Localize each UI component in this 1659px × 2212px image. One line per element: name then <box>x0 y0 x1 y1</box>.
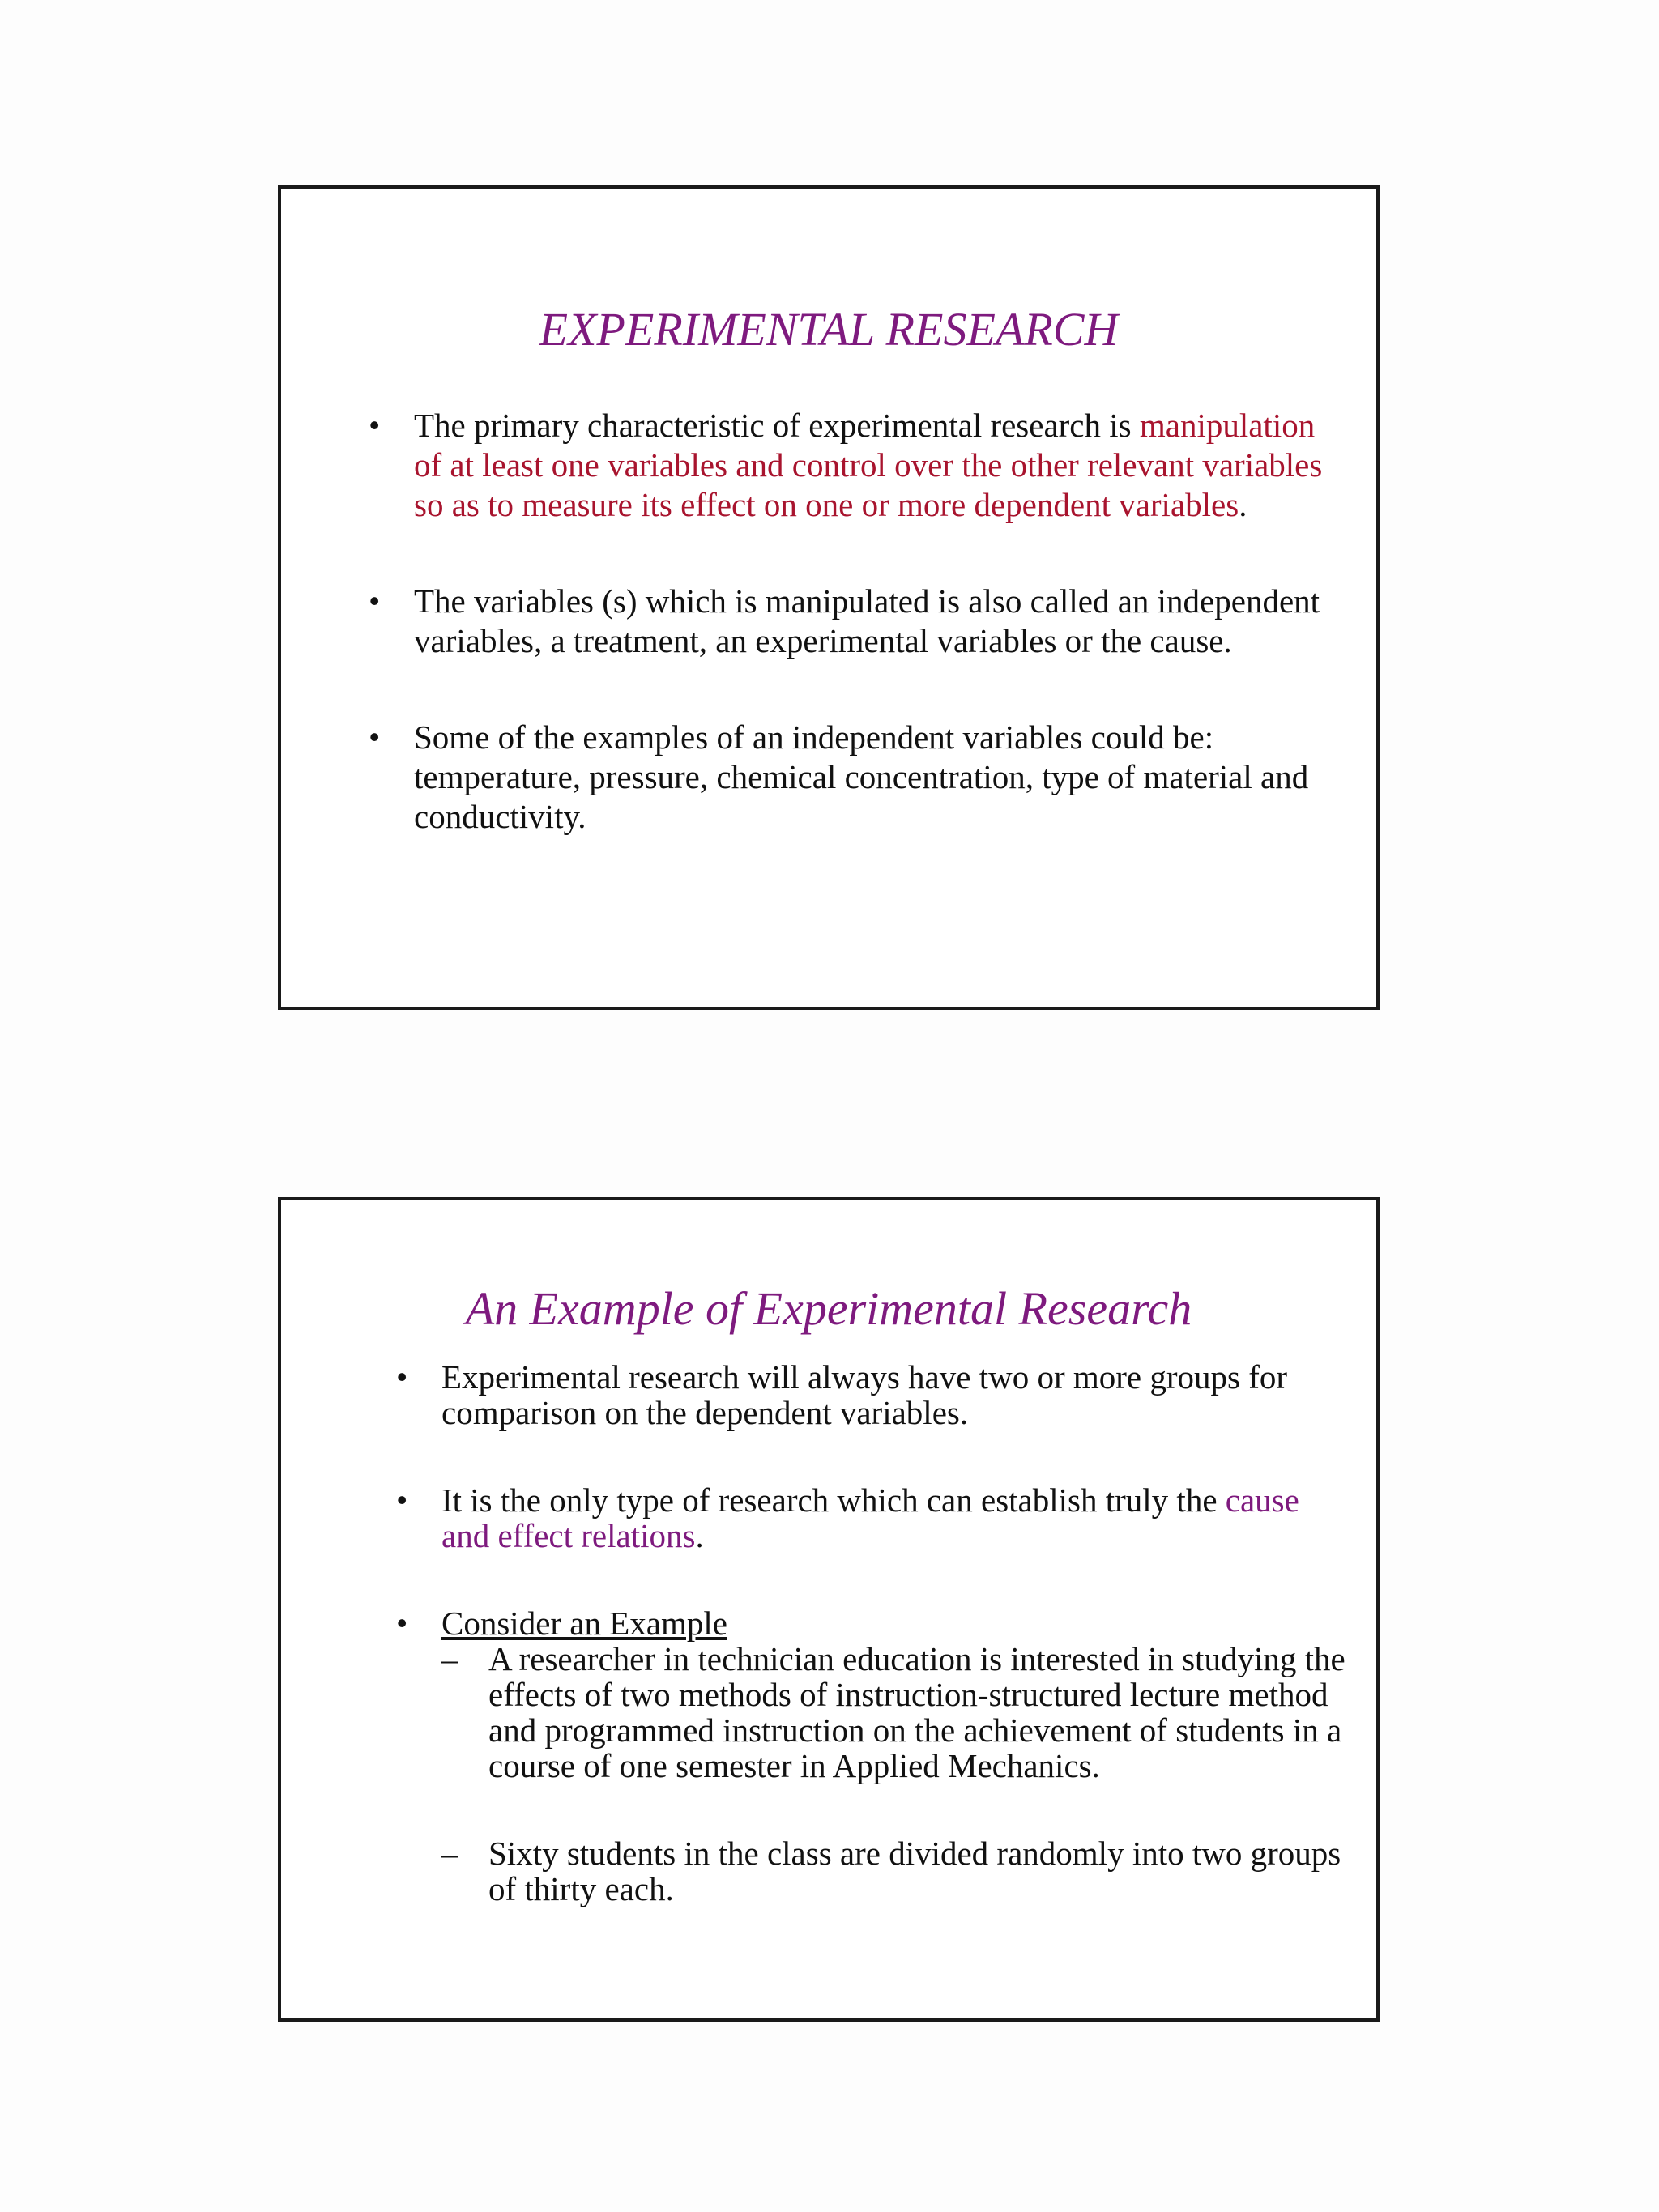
bullet-text-end: . <box>695 1517 704 1554</box>
sub-bullet-text: Sixty students in the class are divided randomly into two groups of thirty each. <box>488 1835 1341 1907</box>
bullet-item <box>369 718 1341 837</box>
bullet-text: It is the only type of research which can establish truly the <box>441 1481 1226 1519</box>
bullet-list <box>369 406 1341 893</box>
bullet-marker: • <box>396 1481 408 1519</box>
slide-title: EXPERIMENTAL RESEARCH <box>539 303 1119 356</box>
bullet-text: The primary characteristic of experimental research is <box>414 407 1140 444</box>
bullet-marker: • <box>396 1605 408 1642</box>
bullet-item <box>396 1482 1352 1554</box>
bullet-text: Experimental research will always have two or more groups for comparison on the dependent variables. <box>441 1358 1287 1431</box>
bullet-list <box>396 1359 1352 1958</box>
bullet-text-underlined: Consider an Example <box>441 1605 727 1642</box>
slide-experimental-research <box>278 185 1380 1010</box>
bullet-marker: • <box>396 1358 408 1396</box>
highlight-text: cause and effect relations <box>441 1481 1299 1554</box>
highlight-text: manipulation of at least one variables and control over the other relevant variables so as to measure its effect on one or more dependent variables <box>414 407 1323 523</box>
sub-bullet-text: A researcher in technician education is interested in studying the effects of two methods of instruction-structured lecture method and programmed instruction on the achievement of students in a course of one semester in Applied Mechanics. <box>488 1640 1346 1784</box>
bullet-item <box>396 1605 1352 1907</box>
dash-marker: – <box>441 1835 458 1872</box>
bullet-marker: • <box>369 407 381 444</box>
bullet-text-end: . <box>1239 486 1247 523</box>
bullet-marker: • <box>369 582 381 620</box>
dash-marker: – <box>441 1640 458 1677</box>
slide-example-experimental-research <box>278 1197 1380 2022</box>
bullet-item <box>396 1359 1352 1430</box>
bullet-item <box>369 582 1341 661</box>
slide-title: An Example of Experimental Research <box>465 1282 1192 1335</box>
bullet-item <box>369 406 1341 525</box>
bullet-text: Some of the examples of an independent variables could be: temperature, pressure, chemical concentration, type of material and conductivity. <box>414 718 1309 835</box>
sub-bullet-list <box>441 1641 1352 1907</box>
sub-bullet-item <box>441 1641 1352 1784</box>
bullet-marker: • <box>369 718 381 756</box>
bullet-text: The variables (s) which is manipulated is also called an independent variables, a treatment, an experimental variables or the cause. <box>414 582 1320 659</box>
sub-bullet-item <box>441 1835 1352 1907</box>
